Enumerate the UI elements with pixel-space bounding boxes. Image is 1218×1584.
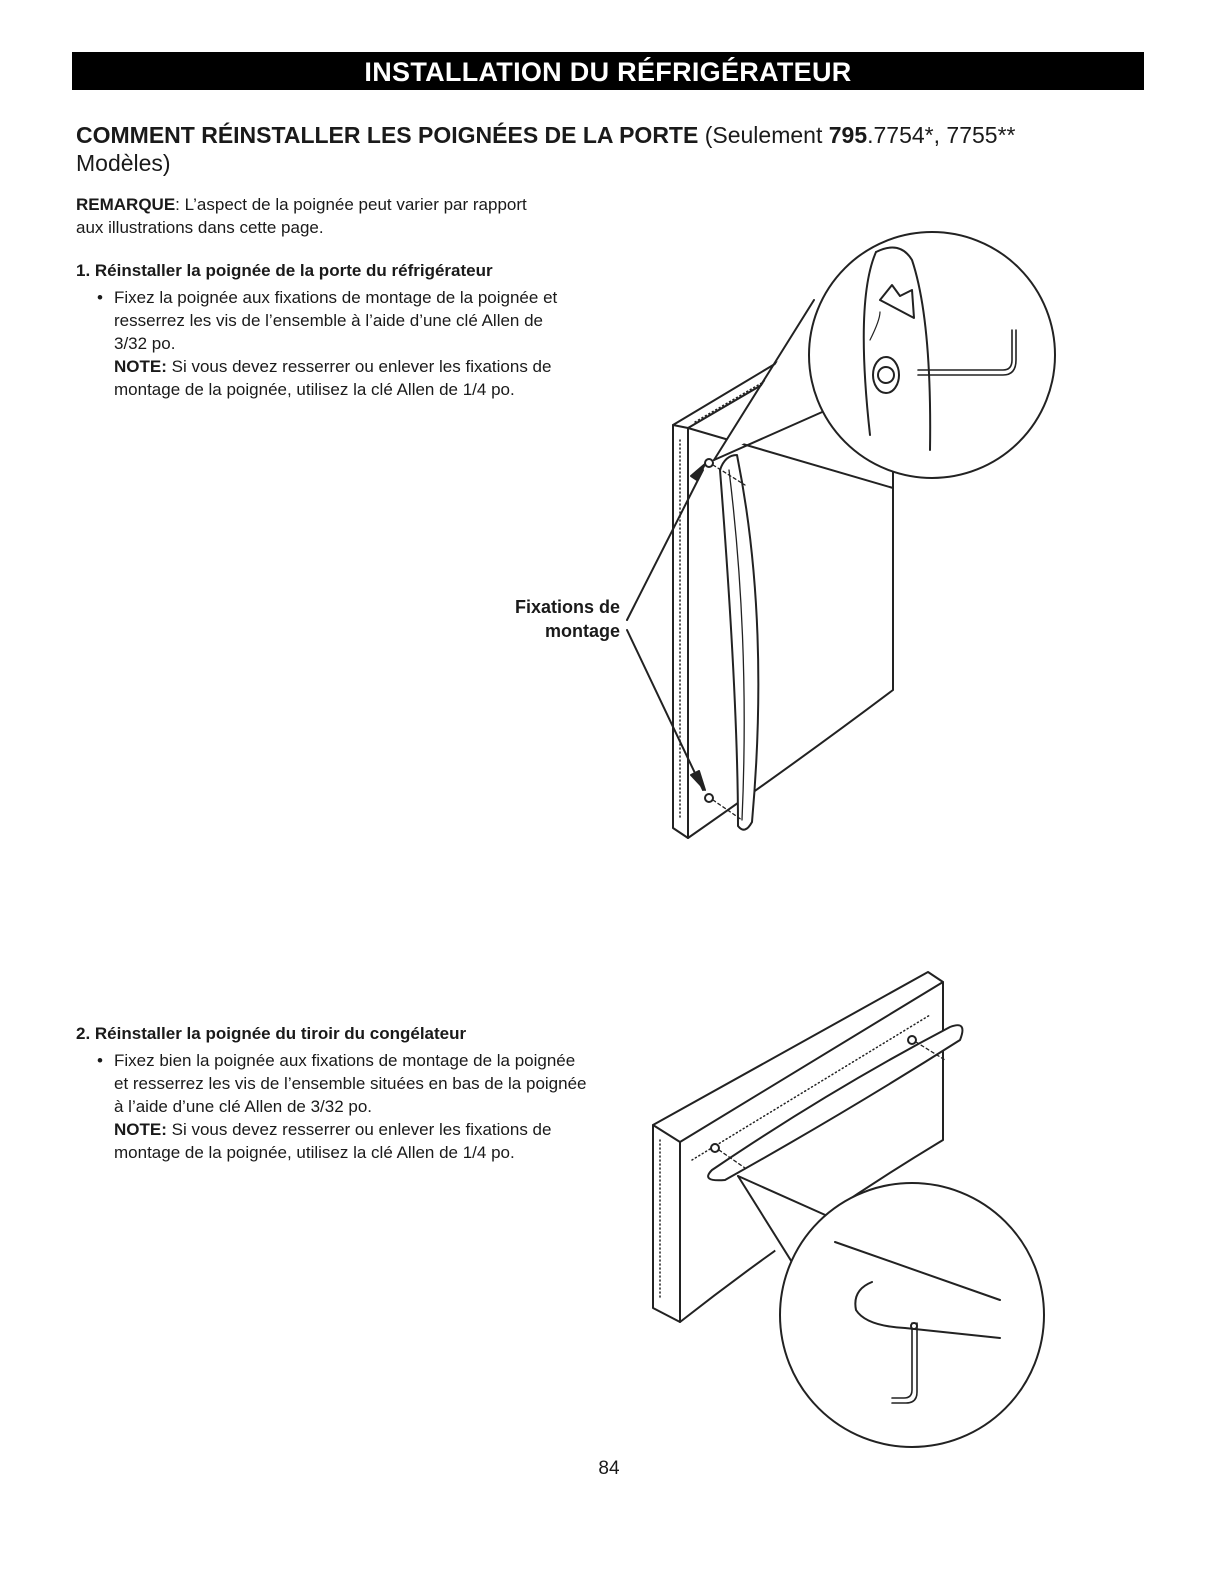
section-title: COMMENT RÉINSTALLER LES POIGNÉES DE LA PORTE — [76, 122, 699, 148]
page-banner-title: INSTALLATION DU RÉFRIGÉRATEUR — [72, 52, 1144, 90]
bullet-icon: • — [97, 288, 103, 307]
model-number-rest: .7754*, 7755** — [867, 122, 1016, 148]
bullet-icon: • — [97, 1051, 103, 1070]
mounting-fixtures-label-line2: montage — [544, 621, 620, 641]
zoom-callout-circle — [714, 232, 1055, 478]
step-1-note-text: Si vous devez resserrer ou enlever les fixations de montage de la poignée, utilisez la clé Allen de 1/4 po. — [114, 357, 552, 399]
remark-text: : L’aspect de la poignée peut varier par rapport aux illustrations dans cette page. — [76, 195, 527, 237]
step-2-note-label: NOTE: — [114, 1120, 167, 1139]
page-number: 84 — [598, 1458, 620, 1479]
section-title-line2: Modèles) — [76, 150, 171, 176]
step-2-title: 2. Réinstaller la poignée du tiroir du congélateur — [76, 1024, 467, 1043]
step-1-note-label: NOTE: — [114, 357, 167, 376]
step-2-note-text: Si vous devez resserrer ou enlever les fixations de montage de la poignée, utilisez la clé Allen de 1/4 po. — [114, 1120, 552, 1162]
mounting-fixtures-label-line1: Fixations de — [514, 597, 620, 617]
step-2-text: Fixez bien la poignée aux fixations de montage de la poignée et resserrez les vis de l’ensemble situées en bas de la poignée à l’aide d’une clé Allen de 3/32 po. — [114, 1051, 587, 1116]
model-number-bold: 795 — [828, 122, 868, 148]
zoom-callout-circle — [738, 1176, 1044, 1447]
section-title-pre: (Seulement — [698, 122, 829, 148]
step-1-title: 1. Réinstaller la poignée de la porte du réfrigérateur — [76, 261, 493, 280]
step-1-text: Fixez la poignée aux fixations de montage de la poignée et resserrez les vis de l’ensemble à l’aide d’une clé Allen de 3/32 po. — [114, 288, 558, 353]
remark-label: REMARQUE — [76, 195, 176, 214]
